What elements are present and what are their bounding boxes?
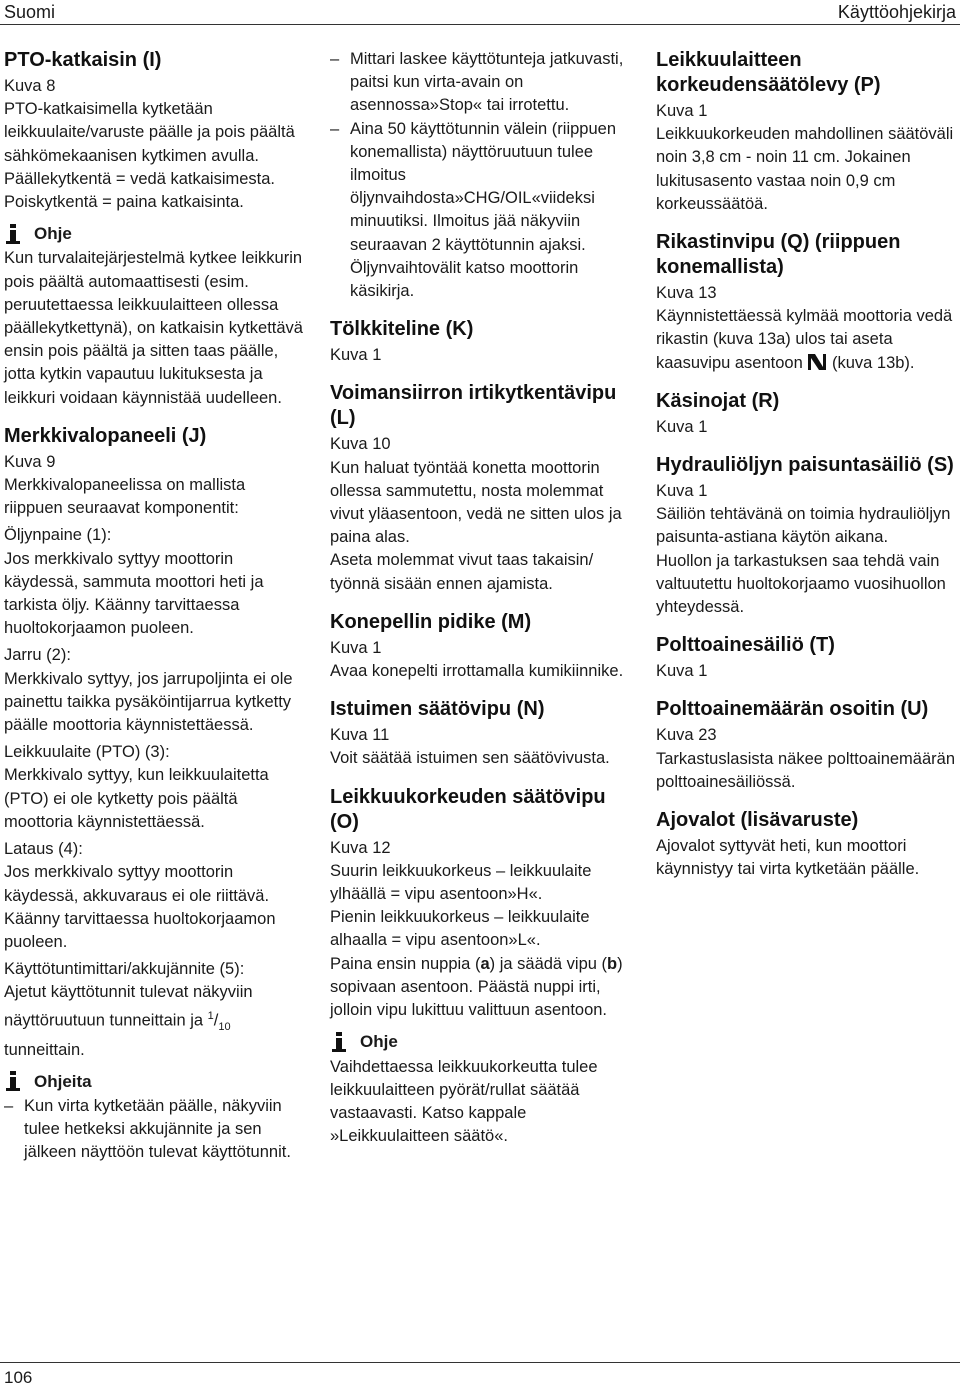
bullet-item: – Kun virta kytketään päälle, näkyviin tulee hetkeksi akkujännite ja sen jälkeen näyttöön tulevat käyttötunnit. [4,1096,291,1162]
figure-ref: Kuva 11 [330,726,390,745]
note-text: Kun turvalaitejärjestelmä kytkee leikkurin pois päältä automaattisesti (esim. peruutettaessa leikkuulaitteen ollessa päällekytkettynä), on katkaisin kytkettävä ensin pois päältä ja sitten taas päälle, jotta kytkin vapautuu lukituksesta ja leikkuri voidaan käynnistää uudelleen. [4,249,303,407]
item-heading: Käyttötuntimittari/akkujännite (5): [4,960,245,979]
section-drive-release-lever [330,381,635,595]
note-label: Ohjeita [34,1071,92,1091]
section-can-holder [330,317,635,367]
paragraph: Voit säätää istuimen sen säätövivusta. [330,749,610,768]
page-footer [0,1362,960,1387]
paragraph: Leikkuukorkeuden mahdollinen säätöväli noin 3,8 cm - noin 11 cm. Jokainen lukitusasento vastaa noin 0,9 cm korkeussäätöä. [656,125,954,213]
section-title: Ajovalot (lisävaruste) [656,809,859,832]
paragraph: Poiskytkentä = paina katkaisinta. [4,193,244,212]
section-title: Leikkuulaitteen korkeudensäätölevy (P) [656,49,881,96]
note-label: Ohje [360,1032,398,1052]
figure-ref: Kuva 1 [656,102,708,120]
section-title: Tölkkiteline (K) [330,318,474,341]
hours-text: Ajetut käyttötunnit tulevat näkyviin näyttöruutuun tunneittain ja [4,983,253,1030]
section-title: Polttoainemäärän osoitin (U) [656,698,929,721]
section-choke-lever [656,230,956,375]
header-doc-title: Käyttöohjekirja [837,2,956,22]
figure-ref: Kuva 12 [330,838,391,857]
header-language: Suomi [4,2,56,22]
paragraph: Käynnistettäessä kylmää moottoria vedä rikastin (kuva 13a) ulos tai aseta kaasuvipu asentoon (kuva 13b). [656,307,953,372]
section-title: PTO-katkaisin (I) [4,49,162,71]
section-title: Käsinojat (R) [656,389,780,412]
item-heading: Öljynpaine (1): [4,526,112,545]
section-cutting-height-lever [330,785,635,1149]
note-heading [330,1030,635,1053]
paragraph: Pienin leikkuukorkeus – leikkuulaite alhaalla = vipu asentoon»L«. [330,908,590,950]
section-indicator-panel [4,424,304,1165]
paragraph: Suurin leikkuukorkeus – leikkuulaite ylhäällä = vipu asentoon»H«. [330,861,592,904]
section-title: Istuimen säätövipu (N) [330,698,545,721]
paragraph: Paina ensin nuppia (a) ja säädä vipu (b) sopivaan asentoon. Päästä nuppi irti, jolloin vipu lukittuu valittuun asentoon. [330,954,623,1020]
section-fuel-gauge [656,697,956,794]
item-heading: Jarru (2): [4,646,71,665]
figure-ref: Kuva 1 [330,346,382,365]
info-icon [4,223,22,245]
paragraph: Jos merkkivalo syttyy moottorin käydessä, sammuta moottori heti ja tarkista öljy. Käänny tarvittaessa huoltokorjaamon puoleen. [4,549,264,638]
paragraph: Avaa konepelti irrottamalla kumikiinnike. [330,662,624,681]
info-icon [330,1031,348,1053]
section-title: Rikastinvipu (Q) (riippuen konemallista) [656,231,901,279]
figure-ref: Kuva 1 [656,482,708,501]
paragraph: Tarkastuslasista näkee polttoainemäärän polttoainesäiliössä. [656,749,956,791]
paragraph: Merkkivalo syttyy, jos jarrupoljinta ei ole painettu taikka pysäköintijarrua kytketty päälle moottoria käynnistettäessä. [4,669,293,735]
column-1 [4,48,304,1165]
paragraph: Jos merkkivalo syttyy moottorin käydessä, akkuvaraus ei ole riittävä. Käänny tarvittaessa huoltokorjaamon puoleen. [4,863,276,951]
page-header [0,0,960,25]
fraction-numerator: 1 [207,1009,214,1022]
fraction-denominator: 10 [218,1020,231,1033]
column-3 [656,48,956,881]
item-heading: Leikkuulaite (PTO) (3): [4,743,170,762]
section-title: Merkkivalopaneeli (J) [4,424,207,447]
section-fuel-tank [656,633,956,683]
figure-ref: Kuva 1 [656,417,708,436]
section-seat-lever [330,697,635,770]
paragraph: Säiliön tehtävänä on toimia hydrauliöljyn paisunta-astiana käytön aikana. [656,505,951,547]
column-2 [330,48,635,1148]
paragraph: PTO-katkaisimella kytketään leikkuulaite/varuste päälle ja pois päältä sähkömekaanisen kytkimen avulla. [4,100,295,165]
paragraph: Merkkivalo syttyy, kun leikkuulaitetta (PTO) ei ole kytketty pois päältä moottoria käynnistettäessä. [4,766,269,831]
section-hydraulic-reservoir [656,453,956,619]
figure-ref: Kuva 13 [656,284,717,303]
section-title: Hydrauliöljyn paisuntasäiliö (S) [656,454,954,477]
section-title: Voimansiirron irtikytkentävipu (L) [330,382,617,430]
hours-text-end: tunneittain. [4,1040,85,1059]
bullet-item: – Aina 50 käyttötunnin välein (riippuen konemallista) näyttöruutuun tulee ilmoitus öljynvaihdosta»CHG/OIL«viideksi minuutiksi. Ilmoitus jää näkyviin seuraavan 2 käyttötunnin ajaksi. Öljynvaihtovälit katso moottorin käsikirja. [330,119,617,301]
figure-ref: Kuva 8 [4,77,56,95]
section-armrests [656,389,956,439]
section-pto-switch [4,48,304,410]
figure-ref: Kuva 10 [330,435,391,454]
section-headlights [656,808,956,881]
item-heading: Lataus (4): [4,840,83,859]
page-number: 106 [4,1368,33,1387]
note-label: Ohje [34,224,72,244]
paragraph: Ajovalot syttyvät heti, kun moottori käynnistyy tai virta kytketään päälle. [656,837,920,879]
figure-ref: Kuva 23 [656,726,717,745]
note-heading [4,222,304,245]
section-title: Polttoainesäiliö (T) [656,634,835,657]
note-text: Vaihdettaessa leikkuukorkeutta tulee leikkuulaitteen pyörät/rullat säätää vastaavasti. Katso kappale »Leikkuulaitteen säätö«. [330,1057,598,1146]
section-title: Leikkuukorkeuden säätövipu (O) [330,785,606,833]
note-heading [4,1070,304,1093]
paragraph: Huollon ja tarkastuksen saa tehdä vain valtuutettu huoltokorjaamo vuosihuollon yhteydessä. [656,551,946,617]
section-title: Konepellin pidike (M) [330,610,532,633]
paragraph: Merkkivalopaneelissa on mallista riippuen seuraavat komponentit: [4,476,246,518]
bullet-item: – Mittari laskee käyttötunteja jatkuvasti, paitsi kun virta-avain on asennossa»Stop« tai irrotettu. [330,50,624,115]
section-deck-height-plate [656,48,956,216]
paragraph: Päällekytkentä = vedä katkaisimesta. [4,169,276,188]
paragraph: Aseta molemmat vivut taas takaisin/ työnnä sisään ennen ajamista. [330,551,594,593]
choke-icon [807,353,827,371]
info-icon [4,1070,22,1092]
figure-ref: Kuva 1 [330,638,382,657]
figure-ref: Kuva 9 [4,452,56,471]
paragraph: Kun haluat työntää konetta moottorin ollessa sammutettu, nosta molemmat vivut yläasentoon, vedä ne sitten ulos ja paina alas. [330,458,622,547]
section-hood-latch [330,610,635,683]
paragraph: Ajetut käyttötunnit tulevat näkyviin näyttöruutuun tunneittain ja $^1/_{10}$ tunneittain. [4,983,253,1059]
figure-ref: Kuva 1 [656,662,708,681]
